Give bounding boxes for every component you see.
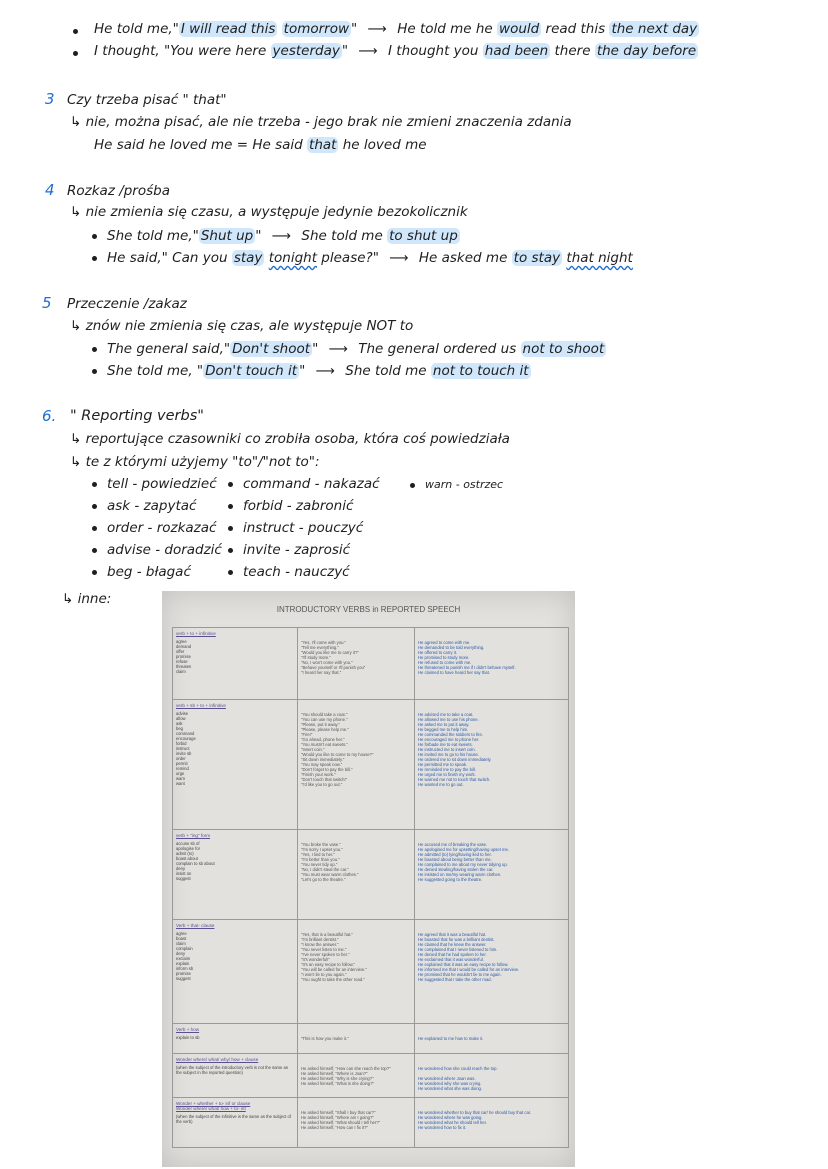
section-6-note-2: ↳ te z którymi użyjemy "to"/"not to":: [70, 454, 320, 470]
verb-pattern-cell: [173, 700, 298, 830]
section-3-answer: ↳ nie, można pisać, ale nie trzeba - jego brak nie zmieni znaczenia zdania: [70, 114, 572, 130]
pattern-heading: verb + "ing" form: [176, 833, 211, 838]
verb-column-2: [228, 475, 380, 585]
section-4-number: 4: [45, 181, 55, 199]
verb-item: beg - błagać: [92, 563, 222, 585]
verb-item: tell - powiedzieć: [92, 475, 222, 497]
verb-item: command - nakazać: [228, 475, 380, 497]
reported-speech-cell: He explained to me how to make it.: [415, 1024, 569, 1054]
pattern-heading: verb + sb + to + infinitive: [176, 703, 226, 708]
other-label: ↳ inne:: [62, 591, 112, 607]
reporting-verbs-table: [172, 627, 569, 1148]
section-4-note: ↳ nie zmienia się czasu, a występuje jedynie bezokolicznik: [70, 204, 468, 220]
reported-speech-cell: He agreed that it was a beautiful hat. He boasted that he was a brilliant dentist. He claimed that he knew the answer. He complained that I never listened to him. He denied that he had spoken to her. He exclaimed that it was wonderful. He explained that it was an easy recipe to follow. He informed me that I would be called for an interview. He promised that he wouldn't lie to me again. He suggested that I take the other road.: [415, 920, 569, 1024]
section-5-line-2: She told me, " Don't touch it " ⟶ She told me not to touch it: [92, 362, 531, 380]
direct-speech-cell: "This is how you make it.": [298, 1024, 415, 1054]
section-6-number: 6.: [42, 407, 57, 425]
section-3-number: 3: [45, 90, 55, 108]
pattern-heading: Verb + how: [176, 1027, 200, 1032]
verb-item: instruct - pouczyć: [228, 519, 380, 541]
table-row: [173, 1098, 569, 1148]
verb-list: advise allow ask beg command encourage forbid instruct invite sb order permit remind urge warn want: [176, 711, 196, 786]
table-row: [173, 830, 569, 920]
verb-list: agree demand offer promise refuse threaten claim: [176, 639, 192, 674]
table-row: [173, 1024, 569, 1054]
verb-pattern-cell: [173, 1054, 298, 1098]
photo-title: INTRODUCTORY VERBS in REPORTED SPEECH: [276, 605, 461, 614]
bullet: [73, 51, 78, 56]
verb-item: order - rozkazać: [92, 519, 222, 541]
pattern-heading: Wonder where/ what/ why/ how + clause: [176, 1057, 259, 1062]
table-row: [173, 920, 569, 1024]
section-4-line-1: She told me," Shut up " ⟶ She told me to shut up: [92, 227, 460, 245]
table-row: [173, 700, 569, 830]
pattern-heading: Verb + that- clause: [176, 923, 215, 928]
section-5-number: 5: [42, 294, 52, 312]
table-row: [173, 628, 569, 700]
verb-pattern-cell: [173, 628, 298, 700]
reported-speech-cell: He agreed to come with me. He demanded to be told everything. He offered to carry it. He promised to study more. He refused to come with me. He threatened to punish me if I didn't behave myself. He claimed to have heard her say that.: [415, 628, 569, 700]
verb-column-3: [410, 476, 503, 498]
section-3-example: He said he loved me = He said that he loved me: [94, 137, 427, 153]
section-4-line-2: He said," Can you stay tonight please?" ⟶ He asked me to stay that night: [92, 249, 633, 267]
direct-speech-cell: "Yes, I'll come with you." "Tell me everything." "Would you like me to carry it?" "I'll study more." "No, I won't come with you." "Behave yourself or I'll punish you" "I heard her say that.": [298, 628, 415, 700]
verb-column-1: [92, 475, 222, 585]
section-5-line-1: The general said," Don't shoot " ⟶ The general ordered us not to shoot: [92, 340, 606, 358]
section-5-note: ↳ znów nie zmienia się czas, ale występuje NOT to: [70, 318, 414, 334]
direct-speech-cell: "You broke the vase." "I'm sorry I upset you." "Yes, I lied to her." "I'm better than you." "You never tidy up." "No, I didn't steal the car." "You must wear warm clothes." "Let's go to the theatre.": [298, 830, 415, 920]
verb-list: explain to sb: [176, 1035, 200, 1040]
direct-speech-cell: "Yes, that is a beautiful hat." "I'm brilliant dentist." "I know the answer." "You never listen to me." "I've never spoken to her." "It's wonderful!" "It's an easy recipe to follow." "You will be called for an interview." "I won't lie to you again." "You ought to take the other road.": [298, 920, 415, 1024]
section-3-heading: Czy trzeba pisać " that": [67, 92, 227, 108]
verb-item: ask - zapytać: [92, 497, 222, 519]
reported-speech-cell: He wondered how she could reach the top. He wondered where Joan was. He wondered why she was crying. He wondered what she was doing.: [415, 1054, 569, 1098]
direct-speech-cell: He asked himself, "How can she reach the top?" He asked himself, "Where is Joan?" He asked himself, "Why is she crying?" He asked himself, "What is she doing?": [298, 1054, 415, 1098]
pattern-heading: verb + to + infinitive: [176, 631, 216, 636]
verb-pattern-cell: [173, 830, 298, 920]
verb-pattern-cell: [173, 920, 298, 1024]
table-row: [173, 1054, 569, 1098]
reported-speech-cell: He advised me to take a coat. He allowed me to use his phone. He asked me to put it away. He begged me to help him. He commanded the soldiers to fire. He encouraged me to phone her. He forbade me to eat sweets. He instructed me to insert coin. He invited me to go to his house. He ordered me to sit down immediately. He permitted me to speak. He reminded me to pay the bill. He urged me to finish my work. He warned me not to touch that switch. He wanted me to go out.: [415, 700, 569, 830]
reported-speech-cell: He accused me of breaking the vase. He apologised me for upsetting/having upset me. He admitted (to) lying/having lied to her. He boasted about being better than me. He complained to me about my never tidying up. He denied stealing/having stolen the car. He insisted on me/my wearing warm clothes. He suggested going to the theatre.: [415, 830, 569, 920]
verb-pattern-cell: [173, 1024, 298, 1054]
verb-item: teach - nauczyć: [228, 563, 380, 585]
verb-list: (when the subject of the introductory verb is not the same as the subject in the reported question): [176, 1065, 288, 1075]
top-line-2: I thought, "You were here yesterday " ⟶ I thought you had been there the day before: [94, 43, 697, 59]
section-5-heading: Przeczenie /zakaz: [67, 296, 187, 312]
bullet: [73, 29, 78, 34]
direct-speech-cell: He asked himself, "Shall I buy that car?" He asked himself, "Where am I going?" He asked himself, "What should I tell her?" He asked himself, "How can I fix it?": [298, 1098, 415, 1148]
verb-item: forbid - zabronić: [228, 497, 380, 519]
section-4-heading: Rozkaz /prośba: [67, 183, 170, 199]
top-line-1: He told me," I will read this tomorrow " ⟶ He told me he would read this the next day: [94, 21, 698, 37]
section-6-heading: " Reporting verbs": [70, 408, 204, 424]
pattern-heading: Wonder + whether + to- inf or clause Wonder where/ what/ how + to- inf: [176, 1101, 251, 1111]
verb-item: advise - doradzić: [92, 541, 222, 563]
reference-photo: [162, 591, 575, 1167]
verb-list: agree boast claim complain deny exclaim explain inform sb promise suggest: [176, 931, 194, 981]
direct-speech-cell: "You should take a coat." "You can use my phone." "Please, put it away." "Please, please help me." "Fire!" "Go ahead, phone her." "You mustn't eat sweets." "Insert coin." "Would you like to come to my house?" "Sit down immediately." "You may speak now." "Don't forget to pay the bill." "Finish your work." "Don't touch that switch!" "I'd like you to go out.": [298, 700, 415, 830]
verb-pattern-cell: [173, 1098, 298, 1148]
reported-speech-cell: He wondered whether to buy that car/ he should buy that car. He wondered where he was going. He wondered what he should tell her. He wondered how to fix it.: [415, 1098, 569, 1148]
verb-list: accuse sb of apologise for admit (to) boast about complain to sb about deny insist on suggest: [176, 841, 215, 881]
section-6-note-1: ↳ reportujące czasowniki co zrobiła osoba, która coś powiedziała: [70, 431, 510, 447]
verb-item: warn - ostrzec: [410, 476, 503, 498]
verb-list: (when the subject of the infinitive is the same as the subject of the verb): [176, 1114, 291, 1124]
verb-item: invite - zaprosić: [228, 541, 380, 563]
